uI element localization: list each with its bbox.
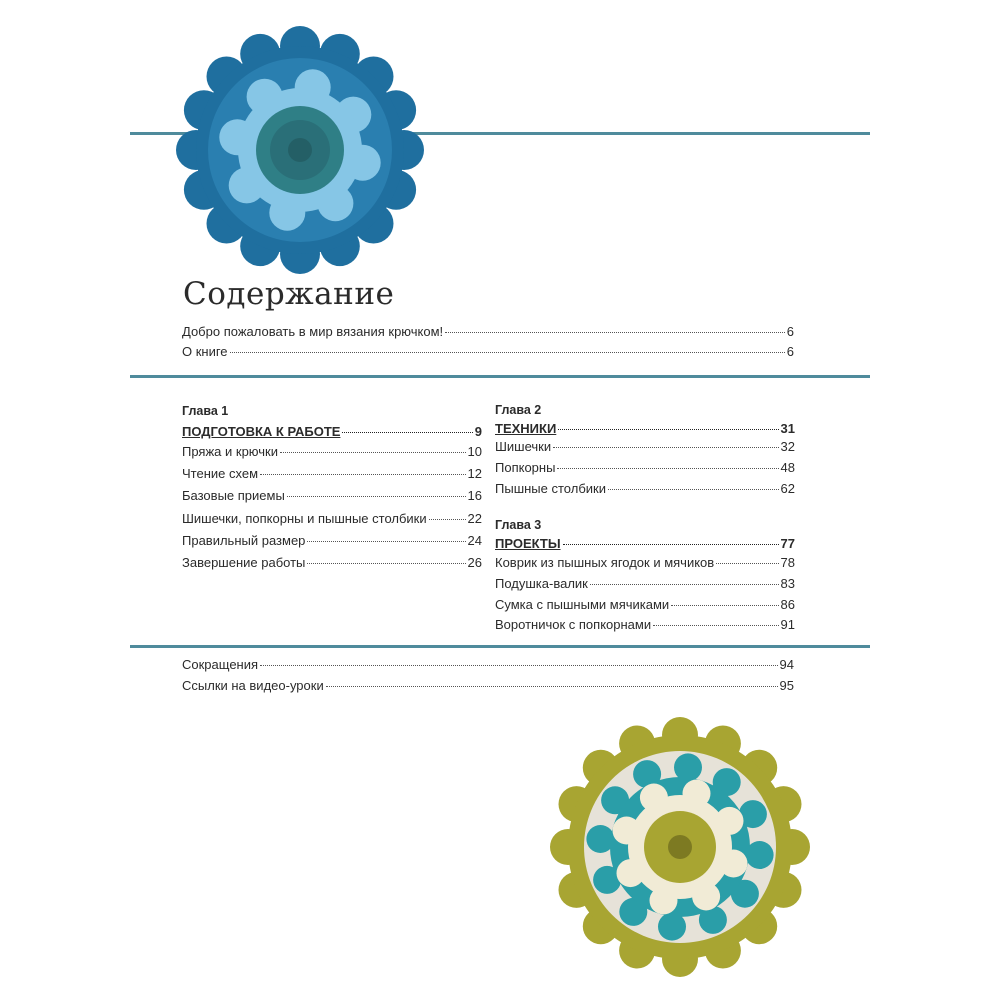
dot-leader [553,447,778,448]
dot-leader [608,489,779,490]
dot-leader [671,605,778,606]
toc-entry[interactable] [182,511,482,527]
toc-entry-label: Сокращения [182,657,259,672]
chapter-3-title[interactable] [495,536,795,552]
toc-entry-page: 86 [780,597,795,612]
blue-crochet-motif-image [170,20,430,280]
toc-entry-page: 16 [467,488,482,503]
toc-entry-label: Воротничок с попкорнами [495,617,652,632]
toc-entry[interactable] [495,439,795,455]
toc-entry-label: О книге [182,344,228,359]
toc-entry-page: 9 [474,424,482,439]
page-title: Содержание [183,276,395,312]
toc-entry-label: Правильный размер [182,533,306,548]
toc-entry[interactable] [495,481,795,497]
toc-entry-label: ТЕХНИКИ [495,421,557,436]
dot-leader [307,541,465,542]
toc-entry-page: 78 [780,555,795,570]
chapter-1-heading: Глава 1 [182,404,229,418]
toc-entry-label: Ссылки на видео-уроки [182,678,324,693]
dot-leader [287,496,466,497]
toc-entry[interactable] [182,533,482,549]
dot-leader [307,563,465,564]
chapter-2-title[interactable] [495,421,795,437]
toc-entry-label: Пышные столбики [495,481,606,496]
toc-entry-page: 24 [467,533,482,548]
toc-entry-label: Подушка-валик [495,576,588,591]
toc-entry-page: 6 [786,324,794,339]
toc-entry-page: 26 [467,555,482,570]
toc-entry-label: Добро пожаловать в мир вязания крючком! [182,324,444,339]
toc-entry-label: ПОДГОТОВКА К РАБОТЕ [182,424,341,439]
dot-leader [716,563,778,564]
dot-leader [429,519,466,520]
toc-entry[interactable] [182,444,482,460]
dot-leader [558,429,778,430]
toc-entry-label: Завершение работы [182,555,306,570]
toc-entry[interactable] [495,576,795,592]
bottom-rule [130,645,870,648]
toc-entry-label: Базовые приемы [182,488,285,503]
dot-leader [326,686,778,687]
toc-entry-page: 62 [780,481,795,496]
olive-crochet-motif-image [545,712,815,982]
dot-leader [557,468,778,469]
toc-entry-label: Шишечки, попкорны и пышные столбики [182,511,427,526]
dot-leader [445,332,785,333]
toc-entry-label: ПРОЕКТЫ [495,536,561,551]
toc-entry-welcome[interactable] [182,324,794,340]
dot-leader [260,665,778,666]
dot-leader [653,625,778,626]
dot-leader [280,452,466,453]
toc-entry[interactable] [495,597,795,613]
dot-leader [563,544,779,545]
chapter-3-heading: Глава 3 [495,518,542,532]
toc-entry[interactable] [495,460,795,476]
toc-entry-video-links[interactable] [182,678,794,694]
toc-entry-label: Попкорны [495,460,556,475]
toc-entry-page: 6 [786,344,794,359]
toc-entry[interactable] [182,466,482,482]
toc-entry-page: 48 [780,460,795,475]
toc-entry-page: 77 [780,536,795,551]
toc-entry-page: 22 [467,511,482,526]
toc-entry-abbreviations[interactable] [182,657,794,673]
toc-entry[interactable] [182,488,482,504]
toc-entry-page: 91 [780,617,795,632]
toc-entry[interactable] [495,555,795,571]
toc-entry[interactable] [182,555,482,571]
dot-leader [590,584,779,585]
dot-leader [260,474,466,475]
toc-entry-page: 10 [467,444,482,459]
middle-rule [130,375,870,378]
toc-entry-page: 31 [780,421,795,436]
toc-entry-page: 32 [780,439,795,454]
toc-entry-page: 95 [779,678,794,693]
toc-entry-label: Чтение схем [182,466,259,481]
toc-entry-page: 83 [780,576,795,591]
toc-entry-label: Шишечки [495,439,552,454]
toc-entry-label: Сумка с пышными мячиками [495,597,670,612]
toc-entry-label: Пряжа и крючки [182,444,278,459]
toc-entry-page: 12 [467,466,482,481]
dot-leader [230,352,785,353]
chapter-1-title[interactable] [182,424,482,440]
dot-leader [342,432,472,433]
toc-entry-label: Коврик из пышных ягодок и мячиков [495,555,715,570]
chapter-2-heading: Глава 2 [495,403,542,417]
toc-entry-about[interactable] [182,344,794,360]
toc-entry[interactable] [495,617,795,633]
toc-entry-page: 94 [779,657,794,672]
